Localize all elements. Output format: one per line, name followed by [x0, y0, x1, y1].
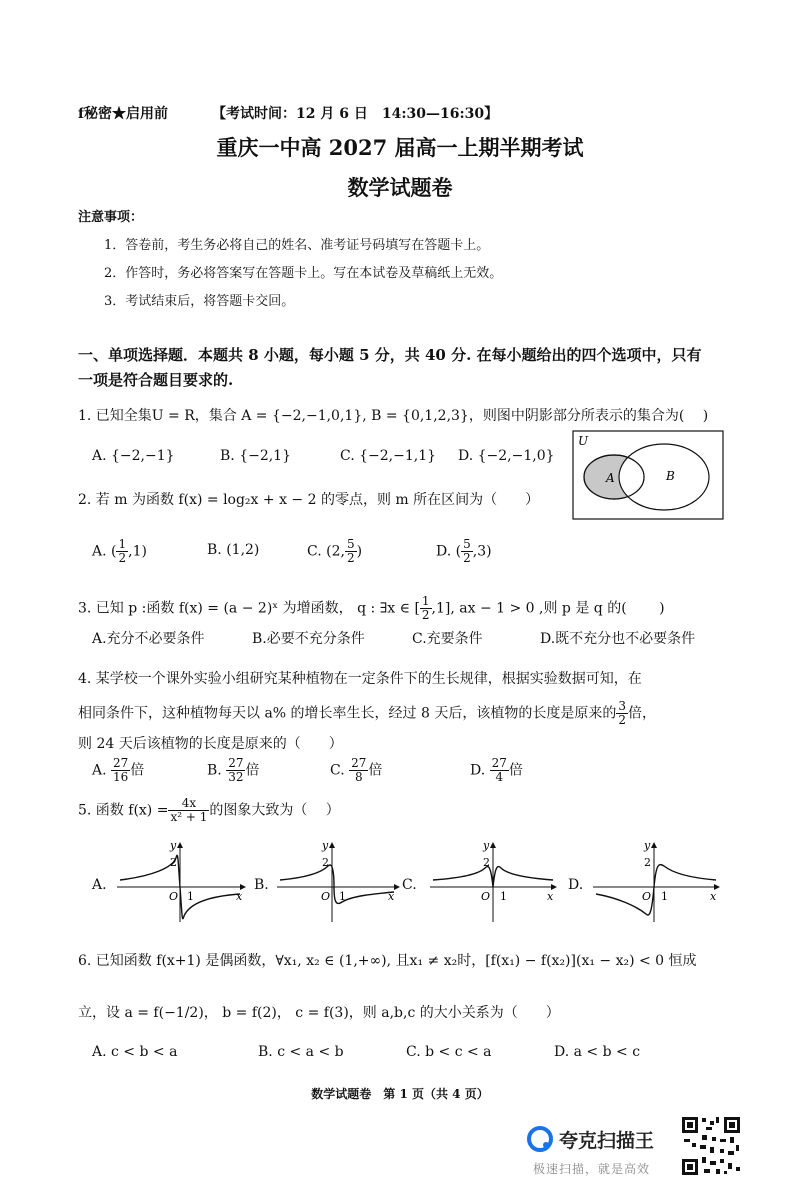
- q6-option-d: D. a < b < c: [554, 1044, 641, 1060]
- origin-label: O: [321, 890, 331, 903]
- tick-one: 1: [500, 890, 507, 903]
- axis-x-label: x: [710, 890, 717, 903]
- section-heading-cont: 一项是符合题目要求的.: [78, 371, 234, 389]
- scanner-slogan: 极速扫描，就是高效: [533, 1162, 651, 1176]
- q5-option-c-label: C.: [402, 877, 417, 893]
- note-item: 1．答卷前，考生务必将自己的姓名、准考证号码填写在答题卡上。: [104, 238, 490, 253]
- q3-option-d: D.既不充分也不必要条件: [540, 631, 696, 647]
- scanner-watermark: [525, 1118, 675, 1178]
- page-footer: 数学试题卷 第 1 页（共 4 页）: [311, 1087, 489, 1101]
- q5-graph-d: [588, 840, 723, 925]
- q1-option-a: A. {−2,−1}: [92, 448, 175, 464]
- venn-a-label: A: [606, 471, 615, 485]
- q4-option-a: A. $\frac{27}{16}$ 倍: [92, 756, 145, 784]
- q5-stem: 5. 函数 f(x) = $\frac{4x}{\text{x² + 1}}$ 的图象大致为（ ）: [78, 796, 340, 824]
- q1-stem: 1. 已知全集U = R，集合 A = {−2,−1,0,1}, B = {0,1,2,3}，则图中阴影部分所表示的集合为( ): [78, 408, 709, 424]
- q4-line3: 则 24 天后该植物的长度是原来的（ ）: [78, 736, 343, 752]
- q4-line1: 4. 某学校一个课外实验小组研究某种植物在一定条件下的生长规律，根据实验数据可知，在: [78, 671, 642, 687]
- tick-two: 2: [170, 856, 177, 869]
- q3-option-b: B.必要不充分条件: [252, 631, 365, 647]
- q3-option-c: C.充要条件: [412, 631, 483, 647]
- secret-label: f秘密★启用前: [78, 106, 169, 122]
- origin-label: O: [481, 890, 491, 903]
- q4-line2: 相同条件下，这种植物每天以 a% 的增长率生长，经过 8 天后，该植物的长度是原来的 $\frac{3}{2}$ 倍，: [78, 699, 656, 727]
- q2-option-b: B. (1,2): [207, 542, 260, 558]
- q6-line2: 立，设 a = f(−1/2)， b = f(2)， c = f(3)，则 a,b,c 的大小关系为（ ）: [78, 1005, 560, 1021]
- q2-option-a: A. ( $\frac{1}{2}$ ,1): [92, 537, 147, 565]
- venn-diagram: [572, 430, 724, 520]
- note-item: 3．考试结束后，将答题卡交回。: [104, 294, 295, 309]
- axis-x-label: x: [388, 890, 395, 903]
- venn-b-label: B: [666, 469, 675, 483]
- q1-option-d: D. {−2,−1,0}: [458, 448, 555, 464]
- q6-option-a: A. c < b < a: [92, 1044, 178, 1060]
- tick-two: 2: [644, 856, 651, 869]
- page-title: 重庆一中高 2027 届高一上期半期考试: [216, 135, 584, 160]
- axis-x-label: x: [547, 890, 554, 903]
- axis-y-label: y: [170, 840, 177, 852]
- q5-option-d-label: D.: [568, 877, 584, 893]
- axis-x-label: x: [236, 890, 243, 903]
- venn-u-label: U: [578, 434, 589, 448]
- q2-stem: 2. 若 m 为函数 f(x) = log₂x + x − 2 的零点，则 m 所在区间为（ ）: [78, 492, 540, 508]
- q5-graph-a: [112, 840, 247, 925]
- tick-one: 1: [339, 890, 346, 903]
- q3-stem: 3. 已知 p :函数 f(x) = (a − 2)ˣ 为增函数， q : ∃x ∈ [ $\frac{1}{2}$ ,1], ax − 1 > 0 ,则 p 是 q 的( ): [78, 594, 665, 622]
- origin-label: O: [169, 890, 179, 903]
- q4-option-c: C. $\frac{27}{8}$ 倍: [330, 756, 383, 784]
- tick-two: 2: [483, 856, 490, 869]
- q5-graph-b: [272, 840, 402, 925]
- q6-option-c: C. b < c < a: [406, 1044, 492, 1060]
- q5-option-a-label: A.: [92, 877, 107, 893]
- scanner-logo-icon: [525, 1124, 555, 1154]
- axis-y-label: y: [322, 840, 329, 852]
- notes-heading: 注意事项：: [78, 210, 144, 225]
- scanner-brand: 夸克扫描王: [559, 1130, 655, 1152]
- q5-graph-c: [425, 840, 560, 925]
- q4-option-d: D. $\frac{27}{4}$ 倍: [470, 756, 523, 784]
- origin-label: O: [642, 890, 652, 903]
- q3-option-a: A.充分不必要条件: [92, 631, 205, 647]
- axis-y-label: y: [483, 840, 490, 852]
- q6-line1: 6. 已知函数 f(x+1) 是偶函数，∀x₁, x₂ ∈ (1,+∞), 且x₁ ≠ x₂时，[f(x₁) − f(x₂)](x₁ − x₂) < 0 恒成: [78, 953, 697, 969]
- q6-option-b: B. c < a < b: [258, 1044, 344, 1060]
- q4-option-b: B. $\frac{27}{32}$ 倍: [207, 756, 260, 784]
- q1-option-b: B. {−2,1}: [220, 448, 291, 464]
- axis-y-label: y: [644, 840, 651, 852]
- q2-option-c: C. (2, $\frac{5}{2}$ ): [307, 537, 363, 565]
- tick-two: 2: [322, 856, 329, 869]
- note-item: 2．作答时，务必将答案写在答题卡上。写在本试卷及草稿纸上无效。: [104, 266, 503, 281]
- section-heading: 一、单项选择题．本题共 8 小题，每小题 5 分，共 40 分. 在每小题给出的四个选项中，只有: [78, 346, 702, 364]
- qr-code-icon: [680, 1115, 742, 1177]
- q1-option-c: C. {−2,−1,1}: [340, 448, 437, 464]
- exam-time: 【考试时间：12 月 6 日 14:30—16:30】: [212, 106, 499, 122]
- page-subtitle: 数学试题卷: [347, 175, 453, 200]
- tick-one: 1: [661, 890, 668, 903]
- tick-one: 1: [187, 890, 194, 903]
- q5-option-b-label: B.: [254, 877, 269, 893]
- q2-option-d: D. ( $\frac{5}{2}$ ,3): [436, 537, 492, 565]
